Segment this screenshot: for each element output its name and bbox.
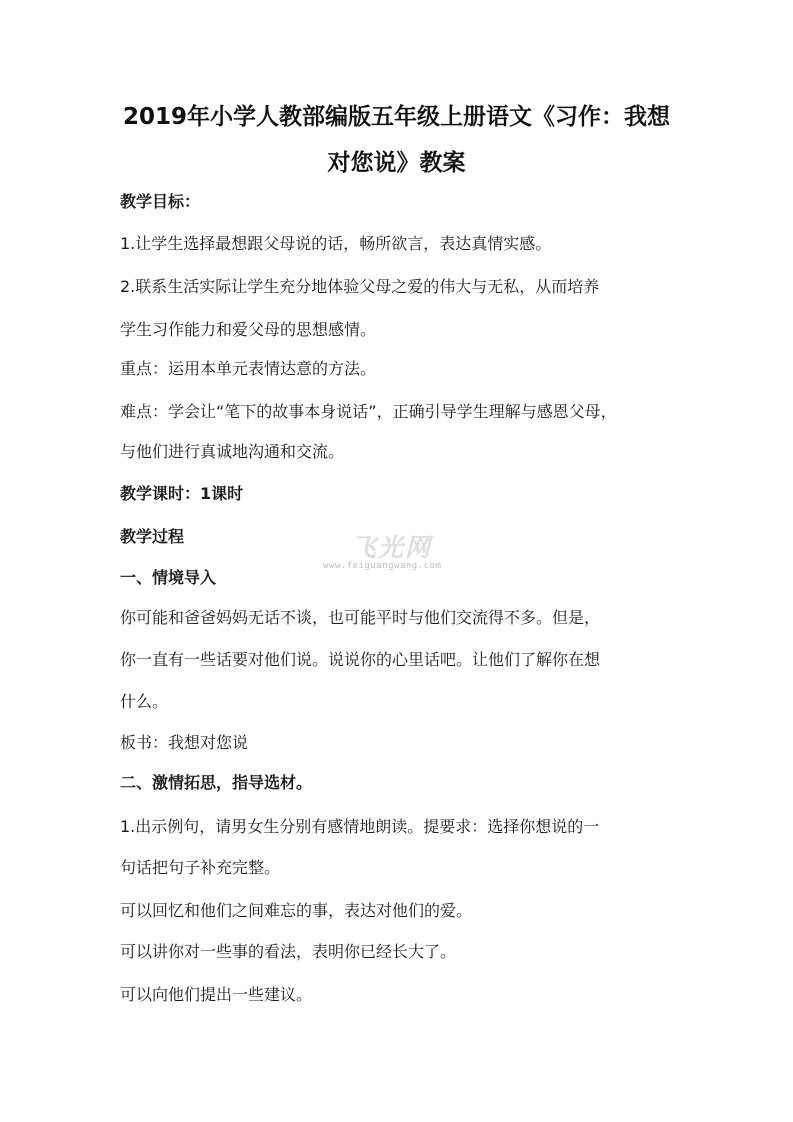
option-line-3: 可以向他们提出一些建议。 xyxy=(120,985,313,1004)
key-point: 重点：运用本单元表情达意的方法。 xyxy=(120,359,377,378)
document-title-line-1: 2019年小学人教部编版五年级上册语文《习作：我想 xyxy=(122,104,670,130)
watermark xyxy=(323,528,463,588)
difficulty-line-2: 与他们进行真诚地沟通和交流。 xyxy=(120,442,345,461)
option-line-2: 可以讲你对一些事的看法，表明你已经长大了。 xyxy=(120,942,457,961)
objective-1: 1.让学生选择最想跟父母说的话，畅所欲言，表达真情实感。 xyxy=(120,234,552,253)
intro-paragraph-line-1: 你可能和爸爸妈妈无话不谈，也可能平时与他们交流得不多。但是， xyxy=(120,608,601,627)
section-heading-objectives: 教学目标： xyxy=(120,192,201,211)
section-heading-process: 教学过程 xyxy=(120,527,185,546)
difficulty-line-1: 难点：学会让“笔下的故事本身说话”，正确引导学生理解与感恩父母， xyxy=(120,402,617,421)
watermark-url: www.feiguangwang.com xyxy=(323,561,442,571)
intro-paragraph-line-2: 你一直有一些话要对他们说。说说你的心里话吧。让他们了解你在想 xyxy=(120,650,601,669)
step-1-heading: 一、情境导入 xyxy=(120,568,217,587)
document-title-line-2: 对您说》教案 xyxy=(327,150,466,176)
objective-2-line-1: 2.联系生活实际让学生充分地体验父母之爱的伟大与无私，从而培养 xyxy=(120,277,600,296)
step-2-heading: 二、激情拓思，指导选材。 xyxy=(120,773,313,792)
intro-paragraph-line-3: 什么。 xyxy=(120,692,169,711)
step-2-item-1-line-2: 句话把句子补充完整。 xyxy=(120,858,281,877)
blackboard-note: 板书：我想对您说 xyxy=(120,733,249,752)
class-hours: 教学课时：1课时 xyxy=(120,484,244,503)
option-line-1: 可以回忆和他们之间难忘的事，表达对他们的爱。 xyxy=(120,901,473,920)
objective-2-line-2: 学生习作能力和爱父母的思想感情。 xyxy=(120,320,377,339)
step-2-item-1-line-1: 1.出示例句，请男女生分别有感情地朗读。提要求：选择你想说的一 xyxy=(120,817,600,836)
watermark-logo: 飞光网 xyxy=(351,533,433,562)
